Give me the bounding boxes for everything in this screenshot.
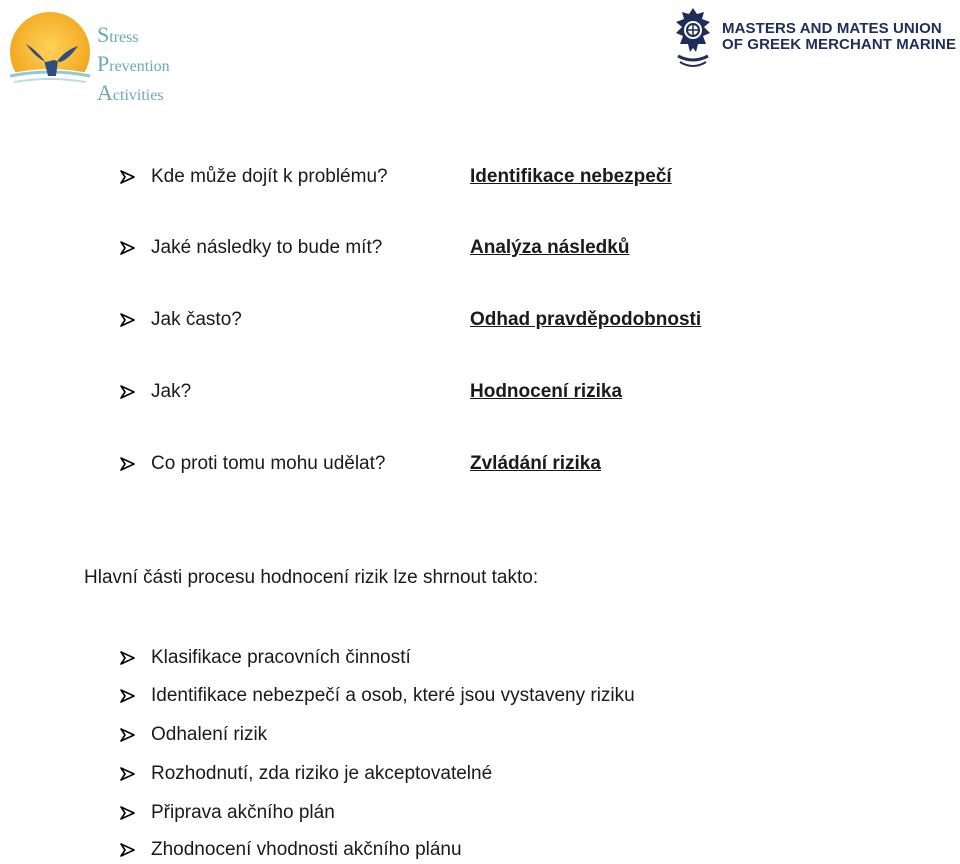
- arrow-bullet-icon: [118, 840, 138, 860]
- arrow-bullet-icon: [118, 167, 138, 187]
- answer-text: Analýza následků: [470, 237, 630, 258]
- question-row: [118, 163, 918, 191]
- whale-tail-sun-icon: [4, 10, 96, 96]
- answer-text: Identifikace nebezpečí: [470, 166, 672, 187]
- question-text: Kde může dojít k problému?: [151, 166, 388, 187]
- masters-mates-union-logo: [670, 6, 960, 74]
- question-text: Co proti tomu mohu udělat?: [151, 453, 386, 474]
- list-item-text: Rozhodnutí, zda riziko je akceptovatelné: [151, 763, 493, 784]
- list-item: [118, 799, 918, 827]
- union-emblem-icon: [670, 6, 716, 72]
- answer-text: Odhad pravděpodobnosti: [470, 309, 702, 330]
- union-name-line1: MASTERS AND MATES UNION: [722, 20, 942, 37]
- answer-text: Hodnocení rizika: [470, 381, 623, 402]
- list-item: [118, 644, 918, 672]
- list-item: [118, 682, 918, 710]
- list-item-text: Zhodnocení vhodnosti akčního plánu: [151, 839, 462, 860]
- question-text: Jaké následky to bude mít?: [151, 237, 383, 258]
- question-text: Jak?: [151, 381, 192, 402]
- arrow-bullet-icon: [118, 686, 138, 706]
- question-row: [118, 234, 918, 262]
- question-text: Jak často?: [151, 309, 242, 330]
- question-row: [118, 378, 918, 406]
- arrow-bullet-icon: [118, 764, 138, 784]
- logo-word-prevention: revention: [109, 58, 170, 75]
- list-item: [118, 836, 918, 864]
- arrow-bullet-icon: [118, 725, 138, 745]
- logo-initial-p: P: [97, 51, 110, 76]
- question-row: [118, 306, 918, 334]
- list-item-text: Odhalení rizik: [151, 724, 268, 745]
- list-item: [118, 721, 918, 749]
- logo-word-activities: ctivities: [112, 87, 164, 104]
- stress-prevention-logo: [4, 10, 184, 105]
- arrow-bullet-icon: [118, 382, 138, 402]
- arrow-bullet-icon: [118, 648, 138, 668]
- list-item-text: Klasifikace pracovních činností: [151, 647, 411, 668]
- list-item-text: Připrava akčního plán: [151, 802, 335, 823]
- answer-text: Zvládání rizika: [470, 453, 601, 474]
- logo-initial-a: A: [97, 80, 113, 105]
- arrow-bullet-icon: [118, 803, 138, 823]
- question-row: [118, 450, 918, 478]
- arrow-bullet-icon: [118, 310, 138, 330]
- summary-text: Hlavní části procesu hodnocení rizik lze shrnout takto:: [84, 567, 539, 588]
- logo-word-stress: tress: [109, 29, 139, 46]
- logo-initial-s: S: [97, 22, 110, 47]
- arrow-bullet-icon: [118, 238, 138, 258]
- union-name-line2: OF GREEK MERCHANT MARINE: [722, 36, 957, 53]
- arrow-bullet-icon: [118, 454, 138, 474]
- list-item-text: Identifikace nebezpečí a osob, které jsou vystaveny riziku: [151, 685, 635, 706]
- list-item: [118, 760, 918, 788]
